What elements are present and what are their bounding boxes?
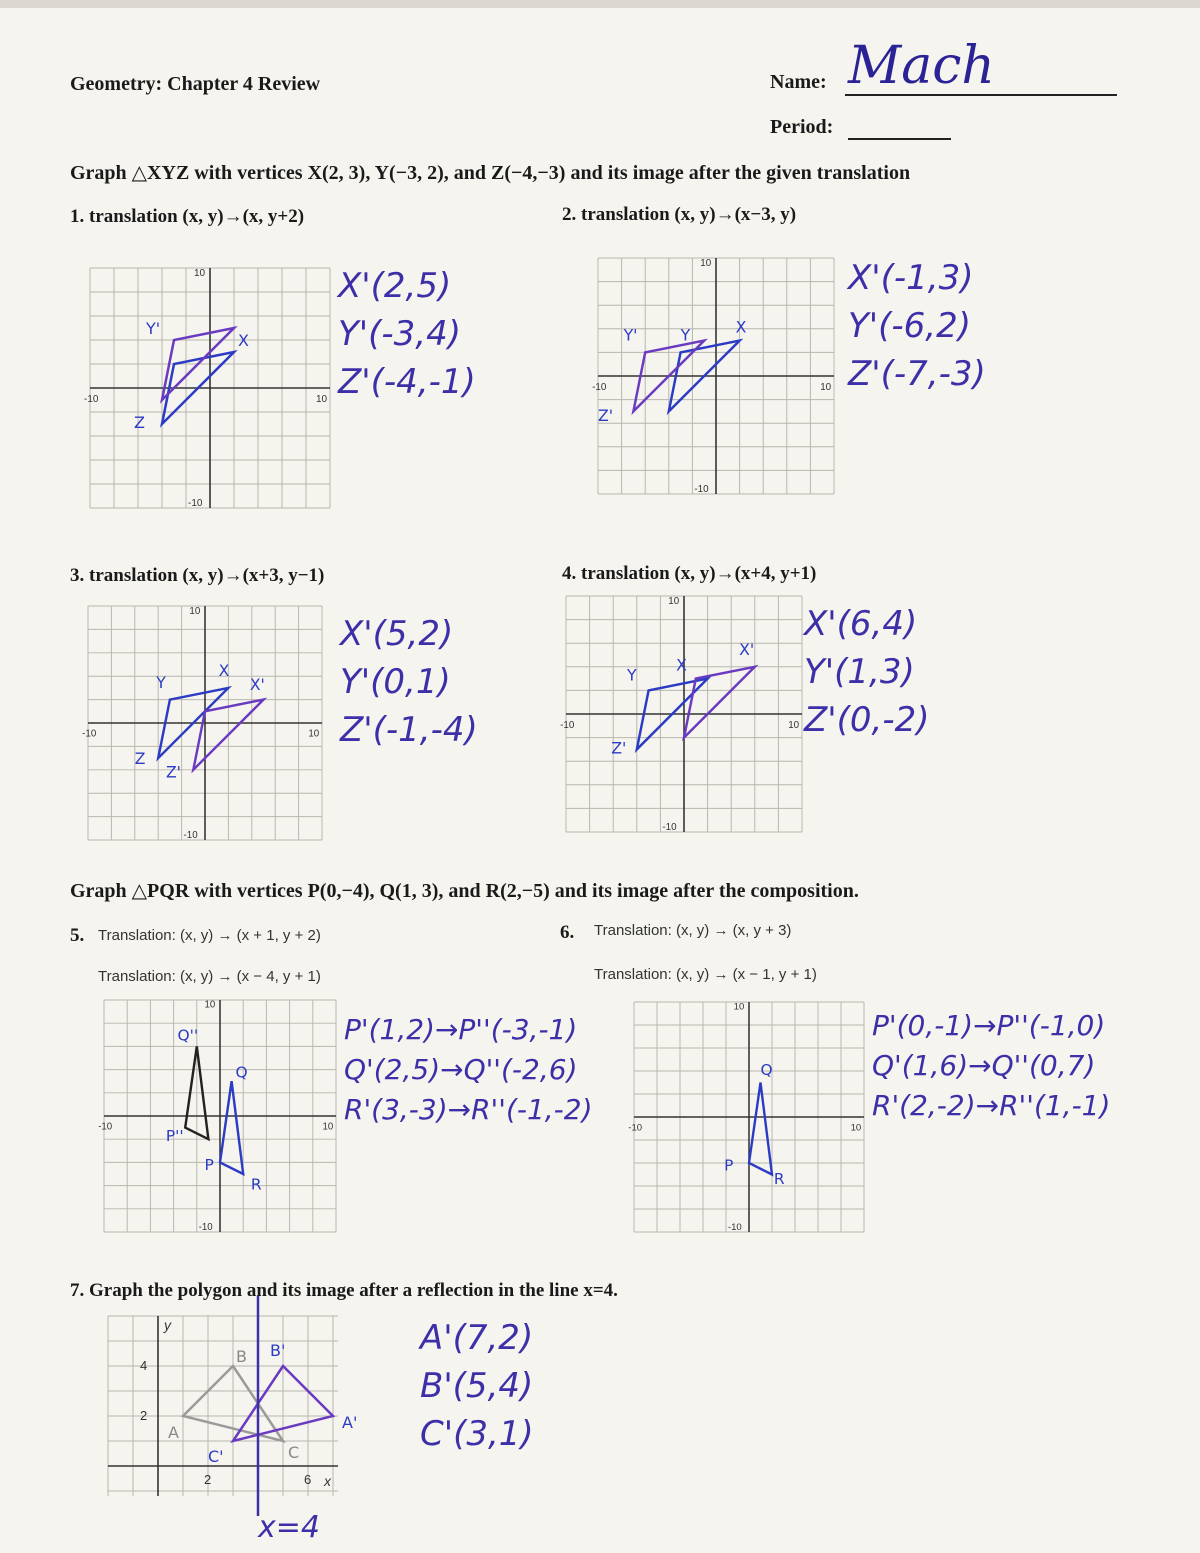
problem-7-instruction: 7. Graph the polygon and its image after a reflection in the line x=4. [70,1280,618,1301]
problem-6-line2: Translation: (x, y) → (x − 1, y + 1) [594,966,817,983]
label-q-double-prime: Q'' [177,1026,199,1045]
label-y: Y [626,665,637,685]
graph-problem-7 [108,1316,358,1496]
page-title: Geometry: Chapter 4 Review [70,73,321,95]
graph-grid [108,1316,338,1496]
answers-problem-1 [338,262,476,406]
answer-line: Y'(0,1) [340,662,451,702]
label-c-prime: C' [208,1447,224,1466]
period-line [848,138,951,140]
graph-problem-6 [628,1001,864,1234]
answer-line: Z'(-1,-4) [340,710,478,750]
label-y-prime: Y' [146,319,161,338]
name-handwritten: Mach [848,36,995,96]
label-x: X [238,331,249,350]
tick-label: -10 [198,1222,213,1234]
tick-label: 10 [322,1121,334,1133]
answer-line: X'(2,5) [338,266,452,306]
tick-label: 10 [316,394,328,405]
answer-line: Q'(2,5)→Q''(-2,6) [344,1053,578,1086]
triangle-pqr [749,1083,772,1175]
graph-problem-4 [560,595,802,834]
tick-label: 10 [189,605,201,617]
tick-label: 4 [140,1358,148,1373]
section2-instruction: Graph △PQR with vertices P(0,−4), Q(1, 3), and R(2,−5) and its image after the composition. [70,880,859,902]
triangle-image [684,667,755,738]
label-z: Z [134,413,145,432]
graph-problem-1 [84,268,330,509]
problem-5-number: 5. [70,925,85,946]
answer-line: X'(5,2) [340,614,454,654]
graph-problem-5 [98,999,336,1234]
label-z-prime: Z' [598,406,614,426]
label-b: B [236,1347,247,1366]
tick-label: -10 [183,830,198,842]
answer-line: Z'(-7,-3) [848,354,986,394]
answer-line: P'(1,2)→P''(-3,-1) [344,1013,578,1046]
label-p-double-prime: P'' [165,1127,184,1146]
tick-label: 10 [733,1001,745,1013]
label-c: C [288,1443,300,1462]
label-a-prime: A' [342,1413,358,1432]
tick-label: -10 [560,719,575,731]
tick-label: 2 [140,1408,148,1423]
label-r: R [250,1175,262,1194]
label-x: X [676,655,687,675]
tick-label: -10 [628,1122,643,1134]
section1-instruction: Graph △XYZ with vertices X(2, 3), Y(−3, 2), and Z(−4,−3) and its image after the given translation [70,162,911,184]
answers-problem-3 [340,610,478,754]
y-axis-label: y [164,1317,171,1333]
answers-problem-4 [804,600,930,744]
tick-label: 10 [820,381,832,393]
answer-line: C'(3,1) [420,1414,534,1454]
tick-label: 10 [668,595,680,607]
tick-label: 10 [308,728,320,740]
answers-problem-7 [420,1314,534,1458]
triangle-pqr [220,1081,243,1174]
label-p: P [724,1156,734,1175]
tick-label: -10 [662,822,677,834]
tick-label: -10 [188,498,203,509]
label-p: P [204,1156,214,1175]
tick-label: -10 [592,381,607,393]
reflection-line-label: x=4 [258,1510,320,1545]
label-y: Y [680,325,691,345]
tick-label: 10 [788,719,800,731]
label-r: R [773,1170,785,1189]
answer-line: P'(0,-1)→P''(-1,0) [872,1009,1106,1042]
label-x: X [218,662,230,681]
label-q: Q [235,1063,248,1082]
problem-1-label: 1. translation (x, y)→(x, y+2) [70,206,305,227]
page-top-edge [0,0,1200,8]
tick-label: 10 [204,999,216,1011]
tick-label: 10 [700,257,712,269]
answer-line: B'(5,4) [420,1366,534,1406]
problem-5-line2: Translation: (x, y) → (x − 4, y + 1) [98,968,321,985]
tick-label: 10 [850,1122,862,1134]
problem-6-line1: Translation: (x, y) → (x, y + 3) [594,922,792,939]
tick-label: -10 [82,728,97,740]
problem-2-label: 2. translation (x, y)→(x−3, y) [562,204,797,225]
answer-line: A'(7,2) [420,1318,534,1358]
x-axis-label: x [324,1473,331,1489]
answer-line: X'(-1,3) [848,258,974,298]
answer-line: Y'(-6,2) [848,306,971,346]
label-x: X [735,317,747,337]
label-b-prime: B' [270,1341,286,1360]
label-x-prime: X' [739,640,755,659]
answer-line: Z'(0,-2) [804,700,930,740]
tick-label: -10 [98,1121,113,1133]
label-y: Y [156,673,166,692]
label-z: Z [134,749,146,768]
tick-label: -10 [694,484,709,496]
answer-line: R'(3,-3)→R''(-1,-2) [344,1093,593,1126]
tick-label: -10 [727,1222,742,1234]
problem-6-number: 6. [560,922,575,943]
tick-label: 10 [194,268,206,279]
answer-line: Y'(1,3) [804,652,915,692]
answers-problem-5 [344,1010,593,1130]
answers-problem-6 [872,1006,1110,1126]
answer-line: Z'(-4,-1) [338,362,476,402]
answer-line: X'(6,4) [804,604,918,644]
tick-label: 2 [204,1472,212,1487]
label-q: Q [760,1060,773,1079]
label-a: A [168,1423,179,1442]
label-y-prime: Y' [623,325,638,345]
problem-3-label: 3. translation (x, y)→(x+3, y−1) [70,565,325,586]
period-label: Period: [770,116,834,138]
graph-problem-3 [82,605,322,842]
label-z-prime: Z' [611,738,627,758]
problem-5-line1: Translation: (x, y) → (x + 1, y + 2) [98,927,321,944]
label-x-prime: X' [249,675,265,694]
answer-line: Q'(1,6)→Q''(0,7) [872,1049,1096,1082]
answer-line: Y'(-3,4) [338,314,461,354]
problem-4-label: 4. translation (x, y)→(x+4, y+1) [562,563,817,584]
label-z-prime: Z' [166,763,181,782]
name-label: Name: [770,71,827,93]
graph-problem-2 [592,257,834,496]
tick-label: -10 [84,394,99,405]
answers-problem-2 [848,254,986,398]
tick-label: 6 [304,1472,312,1487]
answer-line: R'(2,-2)→R''(1,-1) [872,1089,1111,1122]
